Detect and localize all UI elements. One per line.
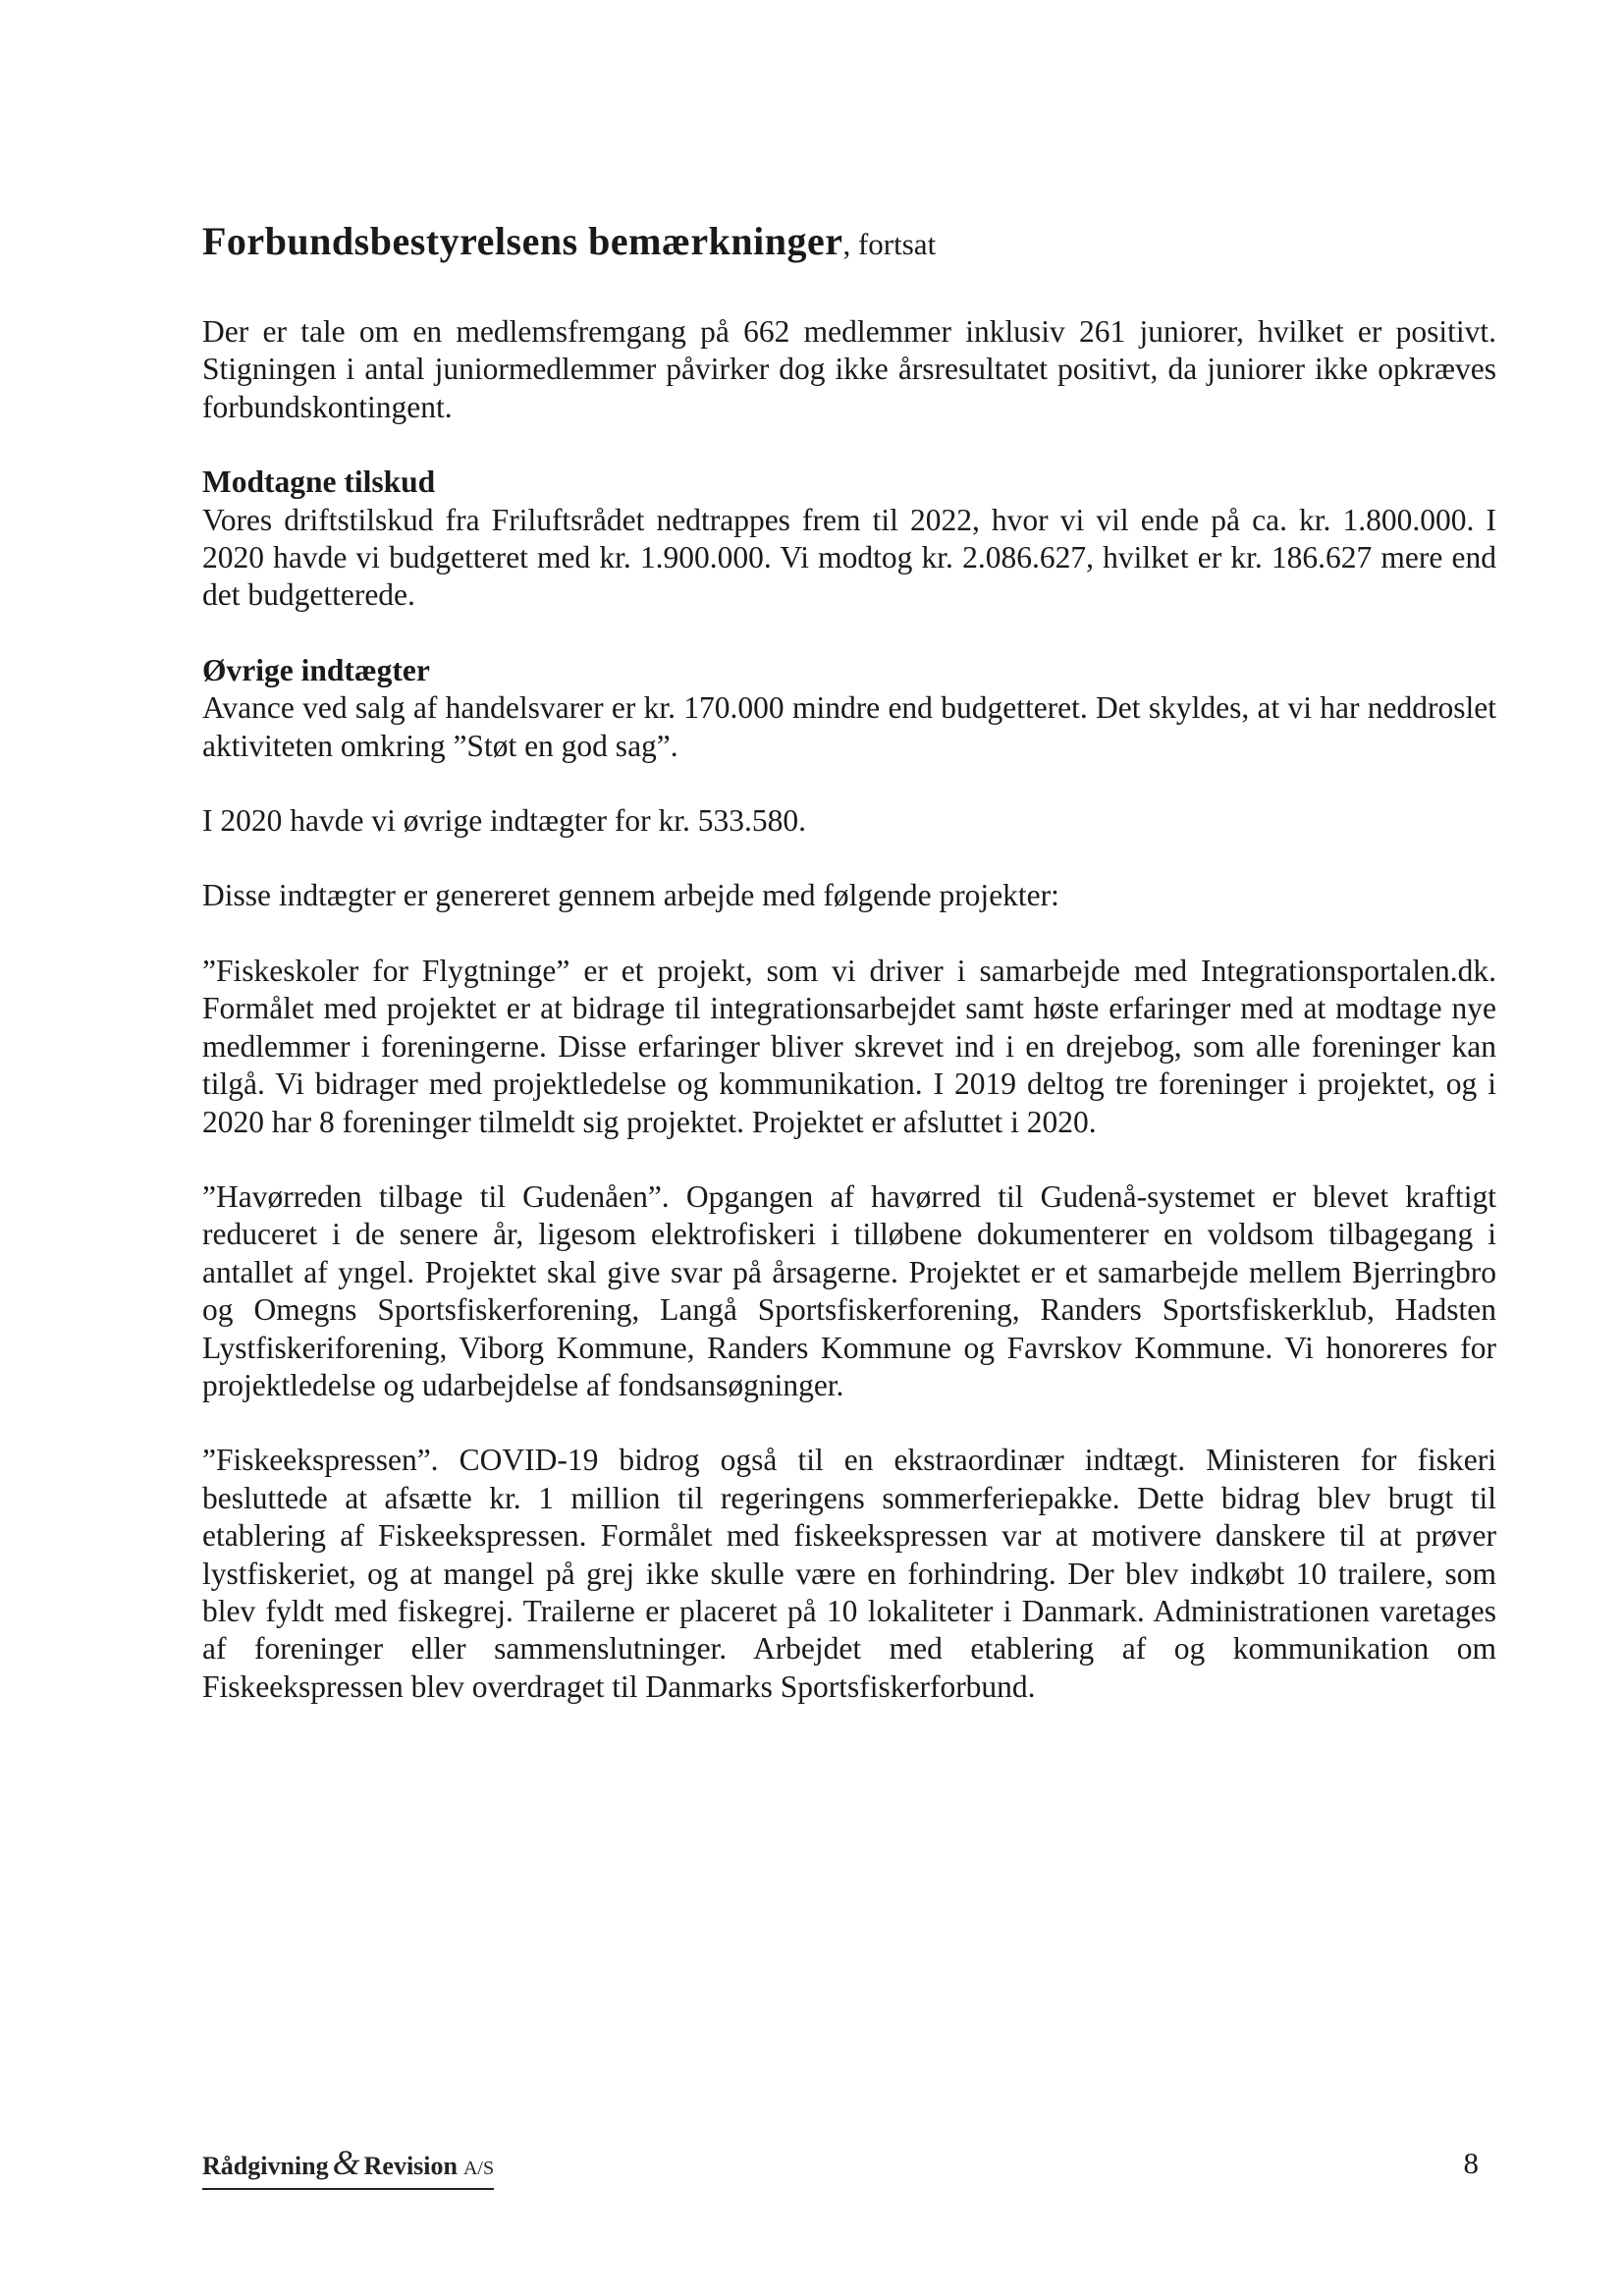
page-number: 8 [1463, 2146, 1479, 2180]
logo-ampersand: & [332, 2143, 360, 2182]
fiskeekspressen-paragraph: ”Fiskeekspressen”. COVID-19 bidrog også til en ekstraordinær indtægt. Ministeren for fiskeri besluttede at afsætte kr. 1 million til regeringens sommerferiepakke. Dette bidrag blev brugt til etablering af Fiskeekspressen. Formålet med fiskeekspressen var at motivere danskere til at prøver lystfiskeriet, og at mangel på grej ikke skulle være en forhindring. Der blev indkøbt 10 trailere, som blev fyldt med fiskegrej. Trailerne er placeret på 10 lokaliteter i Danmark. Administrationen varetages af foreninger eller sammenslutninger. Arbejdet med etablering af og kommunikation om Fiskeekspressen blev overdraget til Danmarks Sportsfiskerforbund. [202, 1443, 1496, 1704]
section-text-indtaegter: Avance ved salg af handelsvarer er kr. 170.000 mindre end budgetteret. Det skyldes, at vi har neddroslet aktiviteten omkring ”Støt en god sag”. [202, 690, 1496, 763]
section-text-tilskud: Vores driftstilskud fra Friluftsrådet nedtrappes frem til 2022, hvor vi vil ende på ca. kr. 1.800.000. I 2020 havde vi budgetteret med kr. 1.900.000. Vi modtog kr. 2.086.627, hvilket er kr. 186.627 mere end det budgetterede. [202, 502, 1496, 613]
page-content [202, 218, 1496, 1743]
logo-suffix: A/S [462, 2158, 495, 2179]
page-footer [202, 2143, 1496, 2192]
logo-word-radgivning: Rådgivning [202, 2152, 329, 2180]
intro-paragraph: Der er tale om en medlemsfremgang på 662 medlemmer inklusiv 261 juniorer, hvilket er positivt. Stigningen i antal juniormedlemmer påvirker dog ikke årsresultatet positivt, da juniorer ikke opkræves forbundskontingent. [202, 314, 1496, 424]
page-title-suffix: , fortsat [842, 227, 937, 261]
fiskeskoler-paragraph: ”Fiskeskoler for Flygtninge” er et projekt, som vi driver i samarbejde med Integrationsportalen.dk. Formålet med projektet er at bidrage til integrationsarbejdet samt høste erfaringer med at modtage nye medlemmer i foreningerne. Disse erfaringer bliver skrevet ind i en drejebog, som alle foreninger kan tilgå. Vi bidrager med projektledelse og kommunikation. I 2019 deltog tre foreninger i projektet, og i 2020 har 8 foreninger tilmeldt sig projektet. Projektet er afsluttet i 2020. [202, 953, 1496, 1139]
page-title-main: Forbundsbestyrelsens bemærkninger [202, 219, 843, 263]
logo-word-revision: Revision [363, 2152, 458, 2180]
oevrige-indtaegter-paragraph: I 2020 havde vi øvrige indtægter for kr. 533.580. [202, 803, 807, 839]
section-heading-indtaegter: Øvrige indtægter [202, 652, 430, 687]
havoerreden-paragraph: ”Havørreden tilbage til Gudenåen”. Opgangen af havørred til Gudenå-systemet er blevet kraftigt reduceret i de senere år, ligesom elektrofiskeri i tilløbene dokumenterer en voldsom tilbagegang i antallet af yngel. Projektet skal give svar på årsagerne. Projektet er et samarbejde mellem Bjerringbro og Omegns Sportsfiskerforening, Langå Sportsfiskerforening, Randers Sportsfiskerklub, Hadsten Lystfiskeriforening, Viborg Kommune, Randers Kommune og Favrskov Kommune. Vi honoreres for projektledelse og udarbejdelse af fondsansøgninger. [202, 1178, 1496, 1402]
projekter-intro-paragraph: Disse indtægter er genereret gennem arbejde med følgende projekter: [202, 878, 1059, 913]
section-tilskud [202, 464, 1496, 615]
company-logo [202, 2143, 494, 2190]
section-heading-tilskud: Modtagne tilskud [202, 465, 436, 500]
page-title [202, 218, 1496, 268]
section-indtaegter [202, 652, 1496, 765]
